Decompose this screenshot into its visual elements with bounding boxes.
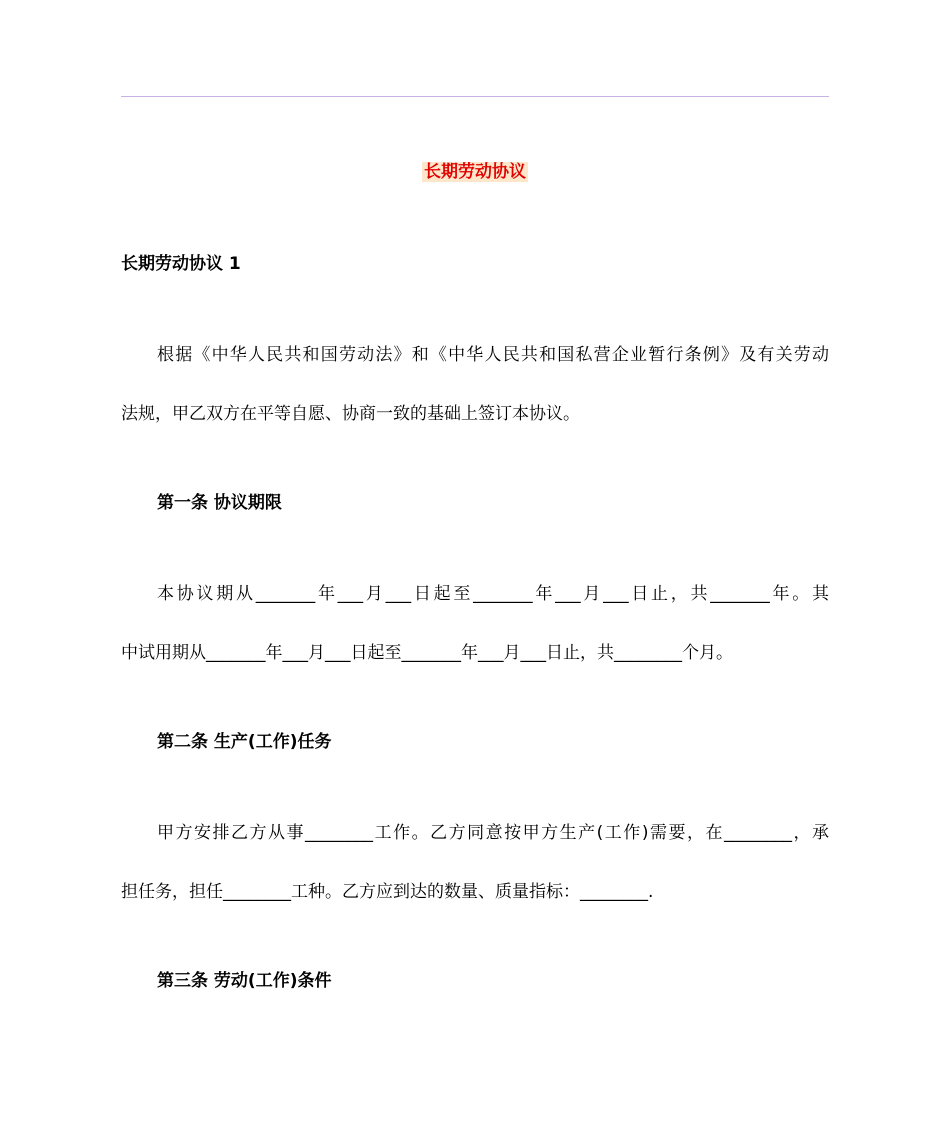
intro-line-1: 根据《中华人民共和国劳动法》和《中华人民共和国私营企业暂行条例》及有关劳动 (157, 345, 829, 365)
section-heading: 长期劳动协议 1 (121, 254, 241, 274)
document-title (0, 160, 950, 184)
article-1-line-1: 本协议期从_______年___月___日起至_______年___月___日止，共_______年。其 (157, 584, 829, 604)
header-divider (121, 96, 829, 97)
article-1-line-2: 中试用期从_______年___月___日起至_______年___月___日止，共________个月。 (121, 643, 733, 663)
intro-line-2: 法规，甲乙双方在平等自愿、协商一致的基础上签订本协议。 (121, 404, 580, 424)
article-2-line-2: 担任务，担任________工种。乙方应到达的数量、质量指标：________. (121, 882, 654, 902)
article-2-title: 第二条 生产(工作)任务 (157, 732, 332, 752)
article-1-title: 第一条 协议期限 (157, 493, 282, 513)
document-title-text: 长期劳动协议 (424, 162, 526, 182)
article-3-title: 第三条 劳动(工作)条件 (157, 971, 332, 991)
article-2-line-1: 甲方安排乙方从事________工作。乙方同意按甲方生产(工作)需要，在________，承 (157, 823, 829, 843)
